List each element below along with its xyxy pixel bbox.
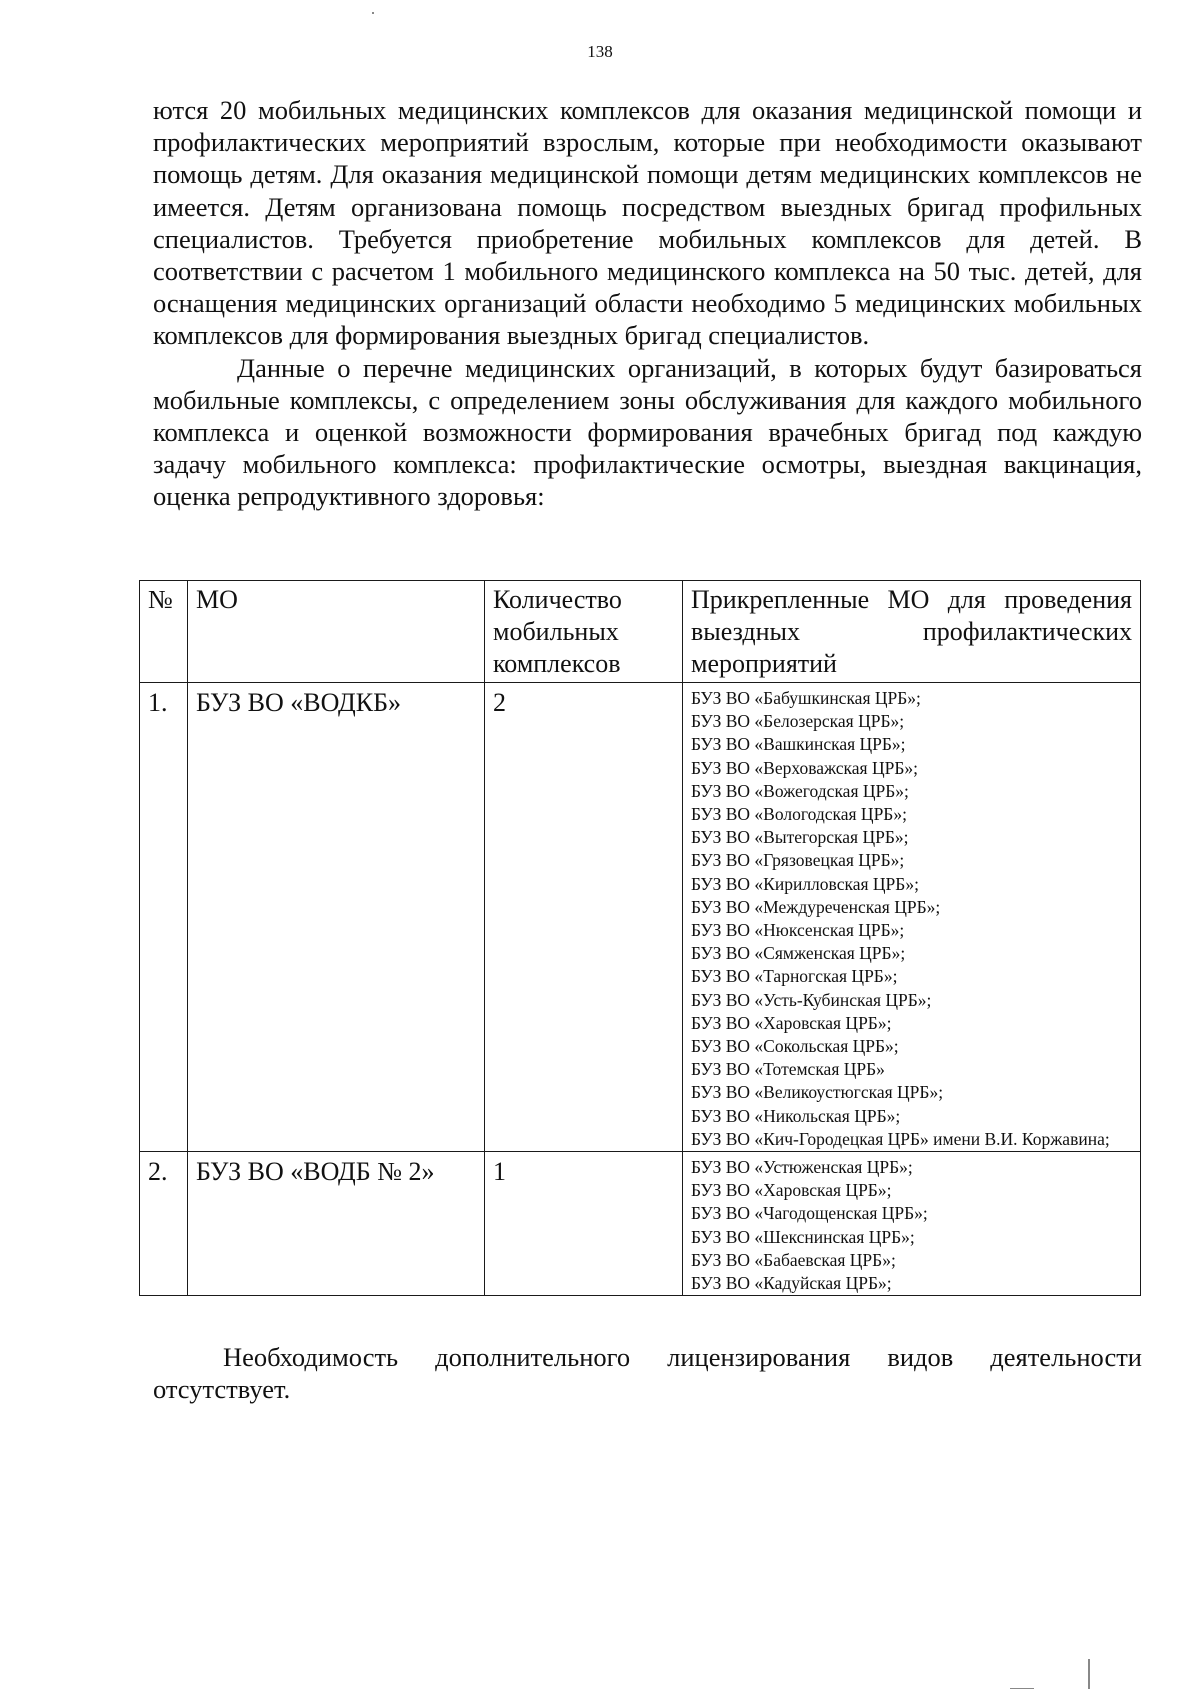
- list-item: БУЗ ВО «Тотемская ЦРБ»: [691, 1059, 885, 1080]
- scan-artifact: [1010, 1688, 1034, 1689]
- row-num: 2.: [140, 1152, 188, 1296]
- list-item: БУЗ ВО «Бабаевская ЦРБ»;: [691, 1249, 896, 1270]
- list-item: БУЗ ВО «Шекснинская ЦРБ»;: [691, 1226, 915, 1247]
- header-count: Количество мобильных комплексов: [485, 581, 683, 683]
- list-item: БУЗ ВО «Кадуйская ЦРБ»;: [691, 1273, 892, 1294]
- header-attached: Прикрепленные МО для проведения выездных профилактических мероприятий: [683, 581, 1141, 683]
- row-mo: БУЗ ВО «ВОДБ № 2»: [188, 1152, 485, 1296]
- page-number: 138: [587, 42, 613, 61]
- list-item: БУЗ ВО «Вожегодская ЦРБ»;: [691, 780, 909, 801]
- list-item: БУЗ ВО «Междуреченская ЦРБ»;: [691, 896, 941, 917]
- row-attached-list: [683, 1152, 1141, 1296]
- table-row: [140, 683, 1141, 1152]
- list-item: БУЗ ВО «Белозерская ЦРБ»;: [691, 711, 905, 732]
- list-item: БУЗ ВО «Вытегорская ЦРБ»;: [691, 827, 909, 848]
- intro-paragraph-2: Данные о перечне медицинских организаций, в которых будут базироваться мобильные комплексы, с определением зоны обслуживания для каждого мобильного комплекса и оценкой возможности формирования врачебных бригад под каждую задачу мобильного комплекса: профилактические осмотры, выездная вакцинация, оценка репродуктивного здоровья:: [153, 352, 1142, 512]
- row-num: 1.: [140, 683, 188, 1152]
- header-mo: МО: [188, 581, 485, 683]
- row-count: 1: [485, 1152, 683, 1296]
- list-item: БУЗ ВО «Кирилловская ЦРБ»;: [691, 873, 919, 894]
- list-item: БУЗ ВО «Нюксенская ЦРБ»;: [691, 920, 905, 941]
- list-item: БУЗ ВО «Никольская ЦРБ»;: [691, 1105, 901, 1126]
- header-num: №: [140, 581, 188, 683]
- intro-text: [153, 94, 1142, 513]
- scan-artifact: [372, 12, 374, 14]
- scan-artifact: [1088, 1659, 1090, 1689]
- list-item: БУЗ ВО «Кич-Городецкая ЦРБ» имени В.И. Коржавина;: [691, 1128, 1110, 1149]
- list-item: БУЗ ВО «Вологодская ЦРБ»;: [691, 804, 907, 825]
- list-item: БУЗ ВО «Сокольская ЦРБ»;: [691, 1036, 899, 1057]
- list-item: БУЗ ВО «Харовская ЦРБ»;: [691, 1012, 892, 1033]
- row-mo: БУЗ ВО «ВОДКБ»: [188, 683, 485, 1152]
- closing-text: [153, 1341, 1142, 1405]
- table-header-row: [140, 581, 1141, 683]
- list-item: БУЗ ВО «Великоустюгская ЦРБ»;: [691, 1082, 944, 1103]
- row-attached-list: [683, 683, 1141, 1152]
- list-item: БУЗ ВО «Сямженская ЦРБ»;: [691, 943, 906, 964]
- list-item: БУЗ ВО «Харовская ЦРБ»;: [691, 1180, 892, 1201]
- list-item: БУЗ ВО «Усть-Кубинская ЦРБ»;: [691, 989, 932, 1010]
- list-item: БУЗ ВО «Бабушкинская ЦРБ»;: [691, 688, 921, 708]
- list-item: БУЗ ВО «Вашкинская ЦРБ»;: [691, 734, 906, 755]
- list-item: БУЗ ВО «Чагодощенская ЦРБ»;: [691, 1203, 928, 1224]
- mobile-complex-table: [139, 580, 1141, 1296]
- list-item: БУЗ ВО «Устюженская ЦРБ»;: [691, 1157, 913, 1178]
- closing-paragraph: Необходимость дополнительного лицензирования видов деятельности отсутствует.: [153, 1342, 1142, 1405]
- table-row: [140, 1152, 1141, 1296]
- row-count: 2: [485, 683, 683, 1152]
- list-item: БУЗ ВО «Тарногская ЦРБ»;: [691, 966, 898, 987]
- list-item: БУЗ ВО «Грязовецкая ЦРБ»;: [691, 850, 905, 871]
- intro-paragraph-1: ются 20 мобильных медицинских комплексов для оказания медицинской помощи и профилактических мероприятий взрослым, которые при необходимости оказывают помощь детям. Для оказания медицинской помощи детям медицинских комплексов не имеется. Детям организована помощь посредством выездных бригад профильных специалистов. Требуется приобретение мобильных комплексов для детей. В соответствии с расчетом 1 мобильного медицинского комплекса на 50 тыс. детей, для оснащения медицинских организаций области необходимо 5 медицинских мобильных комплексов для формирования выездных бригад специалистов.: [153, 95, 1142, 351]
- list-item: БУЗ ВО «Верховажская ЦРБ»;: [691, 757, 918, 778]
